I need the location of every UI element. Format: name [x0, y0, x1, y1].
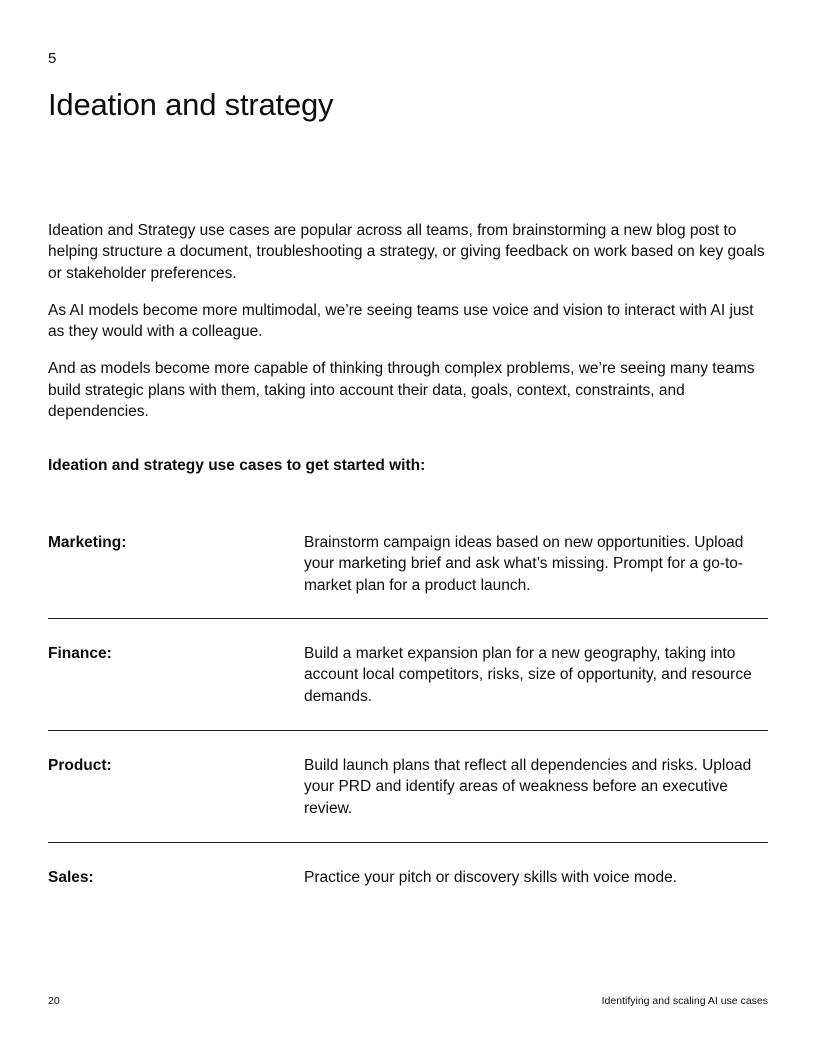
use-case-label: Finance: [48, 645, 112, 662]
intro-paragraph: As AI models become more multimodal, we’re seeing teams use voice and vision to interact with AI just as they would with a colleague. [48, 301, 754, 341]
footer-page-number: 20 [48, 995, 60, 1007]
footer-document-title: Identifying and scaling AI use cases [601, 995, 768, 1007]
use-case-description: Build a market expansion plan for a new geography, taking into account local competitors, risks, size of opportunity, and resource demands. [304, 645, 752, 705]
use-case-row-product [48, 731, 768, 843]
use-case-row-finance [48, 619, 768, 731]
use-case-description: Brainstorm campaign ideas based on new opportunities. Upload your marketing brief and ask what’s missing. Prompt for a go-to-market plan for a product launch. [304, 534, 744, 594]
use-case-row-sales [48, 843, 768, 903]
use-case-description: Practice your pitch or discovery skills with voice mode. [304, 869, 677, 886]
intro-text [48, 220, 770, 438]
use-case-label: Sales: [48, 869, 94, 886]
use-cases-heading: Ideation and strategy use cases to get started with: [48, 457, 426, 474]
use-cases-table [48, 532, 768, 903]
section-number: 5 [48, 50, 57, 67]
use-case-row-marketing [48, 532, 768, 619]
intro-paragraph: Ideation and Strategy use cases are popular across all teams, from brainstorming a new blog post to helping structure a document, troubleshooting a strategy, or giving feedback on work based on key goals or stakeholder preferences. [48, 222, 765, 282]
use-case-label: Product: [48, 757, 112, 774]
intro-paragraph: And as models become more capable of thinking through complex problems, we’re seeing many teams build strategic plans with them, taking into account their data, goals, context, constraints, and dependencies. [48, 360, 755, 421]
page-title: Ideation and strategy [48, 87, 334, 122]
use-case-label: Marketing: [48, 534, 127, 551]
use-case-description: Build launch plans that reflect all dependencies and risks. Upload your PRD and identify areas of weakness before an executive review. [304, 757, 752, 817]
